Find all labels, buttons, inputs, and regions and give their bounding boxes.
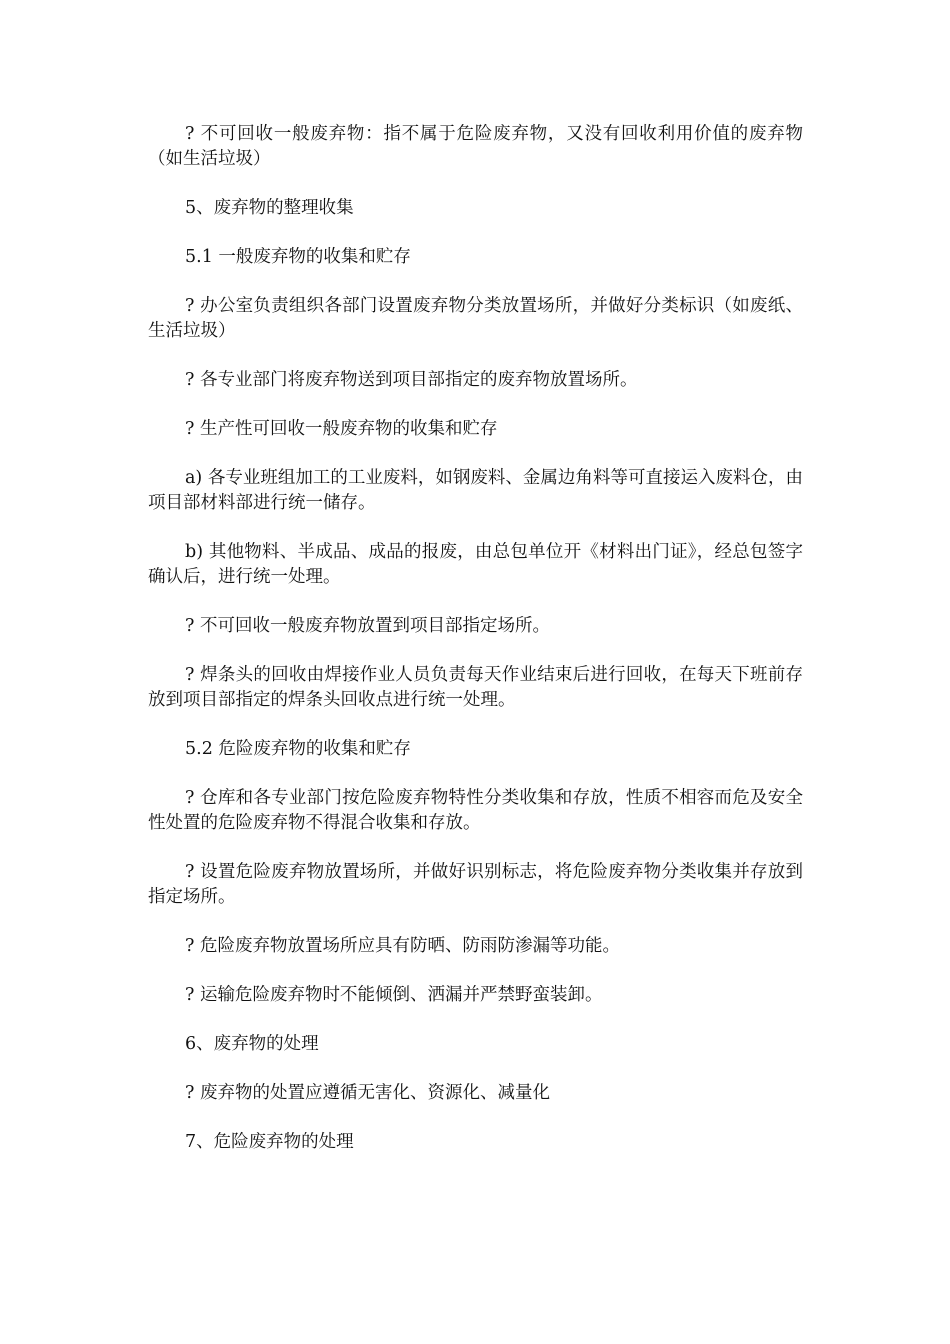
heading-section-5: 5、废弃物的整理收集 — [185, 198, 354, 218]
heading-section-5-1: 5.1 一般废弃物的收集和贮存 — [185, 247, 411, 267]
paragraph-department-delivery: ? 各专业部门将废弃物送到项目部指定的废弃物放置场所。 — [185, 370, 638, 390]
heading-section-6: 6、废弃物的处理 — [185, 1034, 319, 1054]
paragraph-office-sorting: ? 办公室负责组织各部门设置废弃物分类放置场所，并做好分类标识（如废纸、生活垃圾） — [148, 296, 803, 341]
paragraph-non-recyclable-definition: ? 不可回收一般废弃物：指不属于危险废弃物，又没有回收利用价值的废弃物（如生活垃圾） — [148, 124, 803, 169]
paragraph-item-a: a) 各专业班组加工的工业废料，如钢废料、金属边角料等可直接运入废料仓，由项目部材料部进行统一储存。 — [148, 468, 803, 513]
paragraph-item-b: b) 其他物料、半成品、成品的报废，由总包单位开《材料出门证》，经总包签字确认后，进行统一处理。 — [148, 542, 803, 587]
paragraph-hazardous-site-protection: ? 危险废弃物放置场所应具有防晒、防雨防渗漏等功能。 — [185, 936, 620, 956]
paragraph-recyclable-collection: ? 生产性可回收一般废弃物的收集和贮存 — [185, 419, 498, 439]
paragraph-disposal-principles: ? 废弃物的处置应遵循无害化、资源化、减量化 — [185, 1083, 550, 1103]
paragraph-welding-rod-recycling: ? 焊条头的回收由焊接作业人员负责每天作业结束后进行回收，在每天下班前存放到项目部指定的焊条头回收点进行统一处理。 — [148, 665, 803, 710]
heading-section-5-2: 5.2 危险废弃物的收集和贮存 — [185, 739, 411, 759]
heading-section-7: 7、危险废弃物的处理 — [185, 1132, 354, 1152]
paragraph-hazardous-sorting: ? 仓库和各专业部门按危险废弃物特性分类收集和存放，性质不相容而危及安全性处置的危险废弃物不得混合收集和存放。 — [148, 788, 803, 833]
paragraph-hazardous-site-marking: ? 设置危险废弃物放置场所，并做好识别标志，将危险废弃物分类收集并存放到指定场所。 — [148, 862, 803, 907]
document-page — [148, 122, 803, 1179]
paragraph-hazardous-transport: ? 运输危险废弃物时不能倾倒、洒漏并严禁野蛮装卸。 — [185, 985, 603, 1005]
paragraph-non-recyclable-placement: ? 不可回收一般废弃物放置到项目部指定场所。 — [185, 616, 550, 636]
